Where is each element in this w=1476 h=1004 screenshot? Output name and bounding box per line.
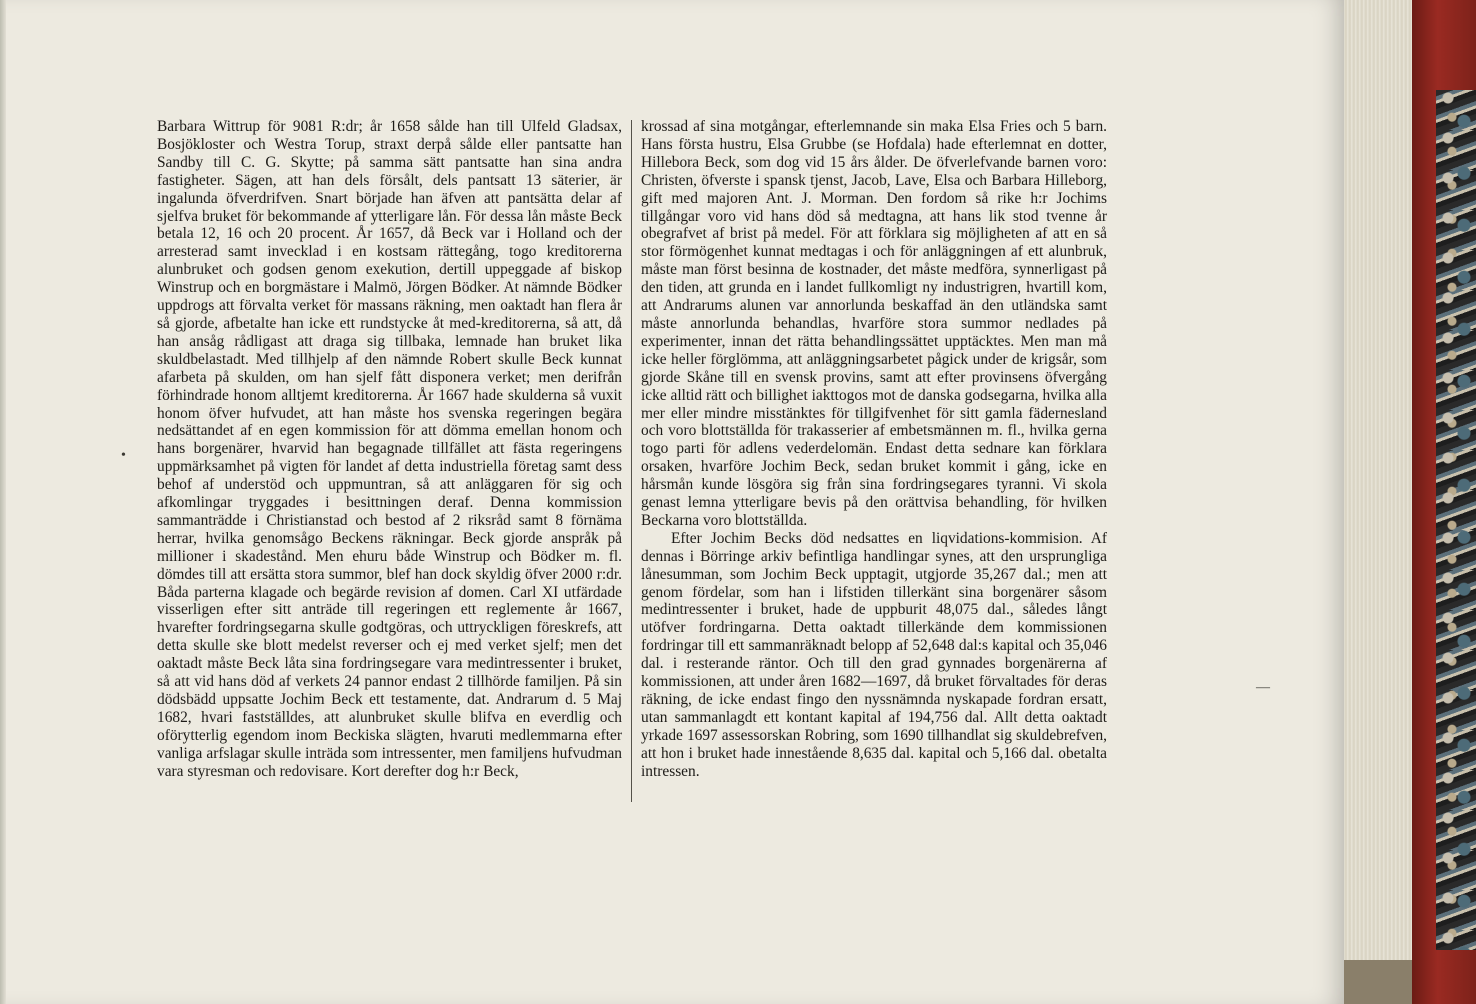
left-column-paragraph: Barbara Wittrup för 9081 R:dr; år 1658 sålde han till Ulfeld Gladsax, Bosjökloster och Westra Torup, straxt derpå sålde eller pantsatte han Sandby till C. G. Skytte; på samma sätt pantsatte han sina andra fastigheter. Sägen, att han dels försålt, dels pantsatt 13 säterier, är ingalunda öfverdrifven. Snart började han äfven att pantsätta delar af sjelfva bruket för bekommande af ytterligare lån. För dessa lån måste Beck betala 12, 16 och 20 procent. År 1657, då Beck var i Holland och der arresterad samt invecklad i en kostsam rättegång, togo kreditorerna alunbruket och godsen genom exekution, dertill uppeggade af biskop Winstrup och en borgmästare i Malmö, Jörgen Bödker. At nämnde Bödker uppdrogs att förvalta verket för massans räkning, men oaktadt han flera år så gjorde, afbetalte han icke ett rundstycke åt med-kreditorerna, så att, då han ansåg rådligast att draga sig tillbaka, lemnade han bruket lika skuldbelastadt. Med tillhjelp af den nämnde Robert skulle Beck kunnat afarbeta på skulden, om han sjelf fått disponera verket; men derifrån förhindrade honom alltjemt kreditorerna. År 1667 hade skulderna så vuxit honom öfver hufvudet, att han måste hos svenska regeringen begära nedsättandet af en egen kommission för att dömma emellan honom och hans borgenärer, hvarvid han begagnade tillfället att fästa regeringens uppmärksamhet på vigten för landet af detta industriella företag samt dess behof af understöd och uppmuntran, så att anläggaren för sig och afkomlingar tryggades i besittningen deraf. Denna kommission sammanträdde i Christianstad och bestod af 2 riksråd samt 8 förnäma herrar, hvilka genomsågo Beckens räkningar. Beck gjorde anspråk på millioner i skadestånd. Men ehuru både Winstrup och Bödker m. fl. dömdes till att ersätta stora summor, blef han dock skyldig öfver 2000 r:dr. Båda parterna klagade och begärde revision af domen. Carl XI utfärdade visserligen efter sitt anträde till regeringen ett reglemente år 1667, hvarefter fordringsegarna skulle godtgöras, och uttryckligen föreskrefs, att detta skulle ske blott medelst reverser och ej med verket sjelf; men det oaktadt måste Beck låta sina fordringsegare vara medintressenter i bruket, så att vid hans död af verkets 24 pannor endast 2 tillhörde familjen. På sin dödsbädd uppsatte Jochim Beck ett testamente, dat. Andrarum d. 5 Maj 1682, hvari fastställdes, att alunbruket skulle blifva en everdlig och oförytterlig egendom inom Beckiska slägten, hvaruti medlemmarna efter vanliga arfslagar skulle inträda som intressenter, men familjens hufvudman vara styresman och redovisare. Kort derefter dog h:r Beck, xyxy=(157,118,622,780)
page-stack-edge xyxy=(1344,0,1412,1004)
right-column-paragraph: krossad af sina motgångar, efterlemnande sin maka Elsa Fries och 5 barn. Hans första hustru, Elsa Grubbe (se Hofdala) hade efterlemnat en dotter, Hillebora Beck, som dog vid 15 års ålder. De öfverlefvande barnen voro: Christen, öfverste i spansk tjenst, Jacob, Lave, Elsa och Barbara Hilleborg, gift med majoren Ant. J. Morman. Den fordom så rike h:r Jochims tillgångar voro vid hans död så medtagna, att hans lik stod tvenne år obegrafvet af brist på medel. För att förklara sig möjligheten af att en så stor förmögenhet kunnat medtagas i och för anläggningen af ett alunbruk, måste man först besinna de kostnader, det måste medföra, synnerligast på den tiden, att grunda en i landet fullkomligt ny industrigren, hvartill kom, att Andrarums alunen var annorlunda beskaffad än den utländska samt måste annorlunda behandlas, hvarföre stora summor nedlades på experimenter, innan det rätta behandlingssättet upptäcktes. Men man må icke heller förglömma, att anläggningsarbetet pågick under de krigsår, som gjorde Skåne till en svensk provins, samt att efter provinsens öfvergång icke alltid rätt och billighet iakttogos mot de danska godsegarna, hvilka alla mer eller mindre misstänktes för tillgifvenhet för sitt gamla fädernesland och voro blottställda för trakasserier af embetsmännen m. fl., hvilka gerna togo parti för adlens vederdelomän. Endast detta sednare kan förklara orsaken, hvarföre Jochim Beck, sedan bruket kommit i gång, icke en hårsmån kunde lösgöra sig från sina fordringsegares tyranni. Vi skola genast lemna ytterligare bevis på den orättvisa behandling, för hvilken Beckarna voro blottställda. xyxy=(641,118,1107,529)
marbled-endpaper xyxy=(1436,90,1476,950)
right-text-column xyxy=(641,118,1107,781)
column-divider xyxy=(631,120,632,802)
left-text-column xyxy=(157,118,622,781)
margin-mark-right: — xyxy=(1256,680,1270,695)
margin-mark-left: • xyxy=(121,448,126,463)
right-column-paragraph: Efter Jochim Becks död nedsattes en liqvidations-kommision. Af dennas i Börringe arkiv befintliga handlingar synes, att den ursprungliga lånesumman, som Jochim Beck upptagit, utgjorde 35,267 dal.; men att genom fördelar, som han i lifstiden tillerkänt sina borgenärer såsom medintressenter i bruket, hade de uppburit 48,075 dal., således långt utöfver fordringarna. Detta oaktadt tillerkände dem kommissionen fordringar till ett sammanräknadt belopp af 52,648 dal:s kapital och 35,046 dal. i resterande räntor. Och till den grad gynnades borgenärerna af kommissionen, att under åren 1682—1697, då bruket förvaltades för deras räkning, de icke endast fingo den nyssnämnda nyskapade fordran ersatt, utan sammanlagdt ett kontant kapital af 194,756 dal. Allt detta oaktadt yrkade 1697 assessorskan Robring, som 1690 tillhandlat sig skuldebrefven, att hon i bruket hade innestående 8,635 dal. kapital och 5,166 dal. obetalta intressen. xyxy=(641,529,1107,780)
